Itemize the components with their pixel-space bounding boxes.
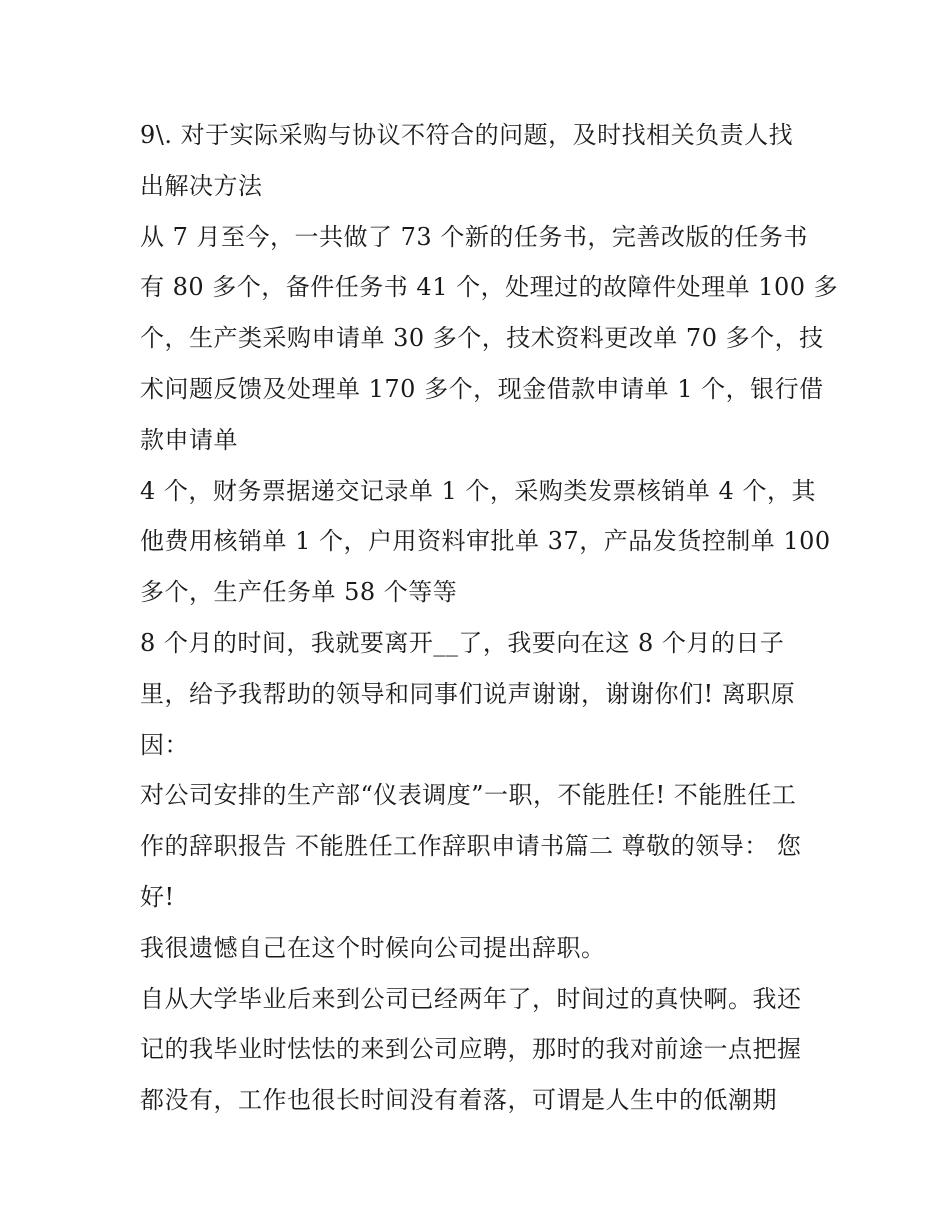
text-line: 自从大学毕业后来到公司已经两年了，时间过的真快啊。我还 [140, 984, 802, 1013]
text-line: 都没有，工作也很长时间没有着落，可谓是人生中的低潮期 [140, 1086, 777, 1115]
text-line: 个，生产类采购申请单 30 多个，技术资料更改单 70 多个，技 [140, 324, 824, 353]
text-line: 8 个月的时间，我就要离开__了，我要向在这 8 个月的日子 [140, 628, 785, 657]
text-line: 4 个，财务票据递交记录单 1 个，采购类发票核销单 4 个，其 [140, 476, 816, 505]
text-line: 有 80 多个，备件任务书 41 个，处理过的故障件处理单 100 多 [140, 273, 839, 302]
text-line: 好! [140, 882, 175, 911]
text-line: 对公司安排的生产部“仪表调度”一职，不能胜任! 不能胜任工 [140, 781, 797, 810]
document-body [140, 110, 839, 1126]
text-line: 9\. 对于实际采购与协议不符合的问题，及时找相关负责人找 [140, 121, 794, 149]
text-line: 术问题反馈及处理单 170 多个，现金借款申请单 1 个，银行借 [140, 374, 824, 403]
text-line: 款申请单 [140, 425, 238, 454]
text-line: 我很遗憾自己在这个时候向公司提出辞职。 [140, 933, 606, 962]
text-line: 从 7 月至今，一共做了 73 个新的任务书，完善改版的任务书 [140, 222, 808, 251]
text-line: 记的我毕业时怯怯的来到公司应聘，那时的我对前途一点把握 [140, 1035, 802, 1064]
text-line: 里，给予我帮助的领导和同事们说声谢谢，谢谢你们! 离职原 [140, 679, 796, 708]
text-line: 他费用核销单 1 个，户用资料审批单 37，产品发货控制单 100 [140, 527, 831, 556]
text-line: 多个，生产任务单 58 个等等 [140, 578, 458, 607]
text-line: 作的辞职报告 不能胜任工作辞职申请书篇二 尊敬的领导： 您 [140, 832, 802, 861]
text-line: 出解决方法 [140, 171, 263, 200]
text-line: 因： [140, 730, 189, 759]
